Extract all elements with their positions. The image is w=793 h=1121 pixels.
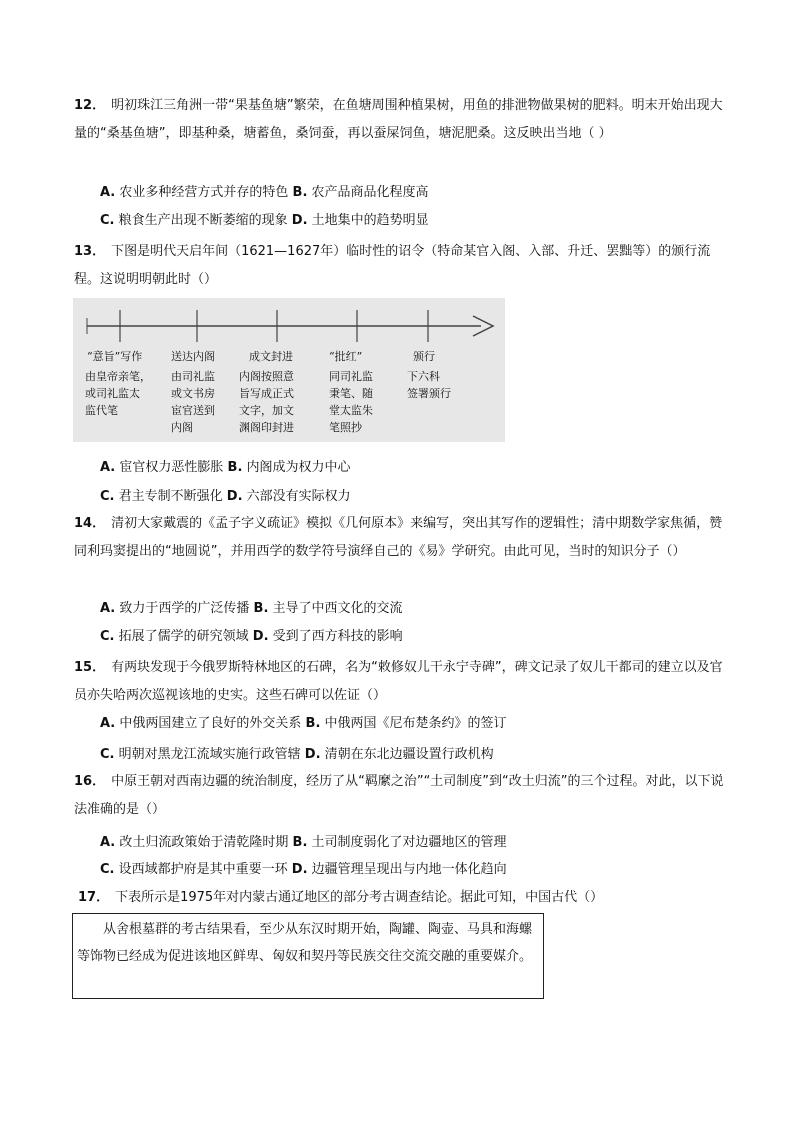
option-d-label: D. [304,747,321,762]
option-d: 六部没有实际权力 [246,489,351,504]
flow-stage-title: 颁行 [413,350,435,363]
option-a: 农业多种经营方式并存的特色 [119,185,289,200]
option-b-label: B. [292,185,308,200]
option-c-label: C. [100,629,115,644]
option-d: 土地集中的趋势明显 [311,213,429,228]
option-a-label: A. [100,185,116,200]
option-b: 农产品商品化程度高 [311,185,429,200]
question-stem: 清初大家戴震的《孟子字义疏证》模拟《几何原本》来编写，突出其写作的逻辑性；清中期数学家焦循，赞同利玛窦提出的“地圆说”，并用西学的数学符号演绎自己的《易》学研究。由此可见，当时的知识分子（） [74,516,723,559]
options-row-cd [100,745,494,765]
question-number: 17． [78,890,110,905]
options-row-cd [100,211,429,231]
option-c: 君主专制不断强化 [118,489,223,504]
question-16 [74,768,724,824]
option-a-label: A. [100,716,116,731]
question-stem: 中原王朝对西南边疆的统治制度，经历了从“羁縻之治”“土司制度”到“改土归流”的三个过程。对此，以下说法准确的是（） [74,774,724,817]
option-b: 主导了中西文化的交流 [272,601,403,616]
archaeology-table [72,913,544,999]
option-a-label: A. [100,835,116,850]
option-c-label: C. [100,862,115,877]
option-a-label: A. [100,460,116,475]
question-15 [74,654,724,710]
flow-stage-title: “批红” [329,350,363,363]
question-number: 12． [74,98,106,113]
options-row-cd [100,860,507,880]
flow-stage-desc: 内阁按照意 旨写成正式 文字，加文 渊阁印封进 [239,370,294,434]
option-c: 明朝对黑龙江流域实施行政管辖 [118,747,301,762]
question-12 [74,92,724,148]
options-row-ab [100,458,351,478]
option-b: 中俄两国《尼布楚条约》的签订 [324,716,507,731]
flow-stage-title: 成文封进 [249,350,293,363]
question-number: 14． [74,516,106,531]
question-13 [74,238,724,294]
archaeology-table-cell: 从舍根墓群的考古结果看，至少从东汉时期开始，陶罐、陶壶、马具和海螺等饰物已经成为促进该地区鲜卑、匈奴和契丹等民族交往交流交融的重要媒介。 [77,922,533,964]
option-c: 拓展了儒学的研究领域 [118,629,249,644]
options-row-ab [100,599,403,619]
question-14 [74,510,724,566]
option-d: 边疆管理呈现出与内地一体化趋向 [311,862,507,877]
options-row-cd [100,627,403,647]
option-d: 清朝在东北边疆设置行政机构 [324,747,494,762]
option-a: 致力于西学的广泛传播 [119,601,250,616]
option-c-label: C. [100,489,115,504]
question-stem: 明初珠江三角洲一带“果基鱼塘”繁荣，在鱼塘周围种植果树，用鱼的排泄物做果树的肥料。明末开始出现大量的“桑基鱼塘”，即基种桑，塘蓄鱼，桑饲蚕，再以蚕屎饲鱼，塘泥肥桑。这反映出当地（ ） [74,98,723,141]
option-a: 宦官权力恶性膨胀 [119,460,224,475]
option-b: 内阁成为权力中心 [246,460,351,475]
option-d-label: D. [291,862,308,877]
option-c: 粮食生产出现不断萎缩的现象 [118,213,288,228]
option-d-label: D. [291,213,308,228]
question-17 [78,884,728,912]
option-d: 受到了西方科技的影响 [272,629,403,644]
edict-flow-diagram [73,298,505,442]
option-c: 设西域都护府是其中重要一环 [118,862,288,877]
option-c-label: C. [100,747,115,762]
options-row-cd [100,487,351,507]
flow-stage-desc: 同司礼监 秉笔、随 堂太监朱 笔照抄 [329,370,373,434]
option-b-label: B. [305,716,321,731]
flow-stage-title: “意旨”写作 [87,350,143,363]
option-b: 土司制度弱化了对边疆地区的管理 [311,835,507,850]
option-a: 中俄两国建立了良好的外交关系 [119,716,302,731]
option-b-label: B. [227,460,243,475]
option-b-label: B. [253,601,269,616]
option-c-label: C. [100,213,115,228]
question-number: 16． [74,774,106,789]
option-d-label: D. [252,629,269,644]
option-a-label: A. [100,601,116,616]
question-stem: 有两块发现于今俄罗斯特林地区的石碑，名为“敕修奴儿干永宁寺碑”，碑文记录了奴儿干都司的建立以及官员亦失哈两次巡视该地的史实。这些石碑可以佐证（） [74,660,723,703]
question-number: 15． [74,660,106,675]
question-stem: 下表所示是1975年对内蒙古通辽地区的部分考古调查结论。据此可知，中国古代（） [115,890,604,905]
options-row-ab [100,183,429,203]
flow-stage-desc: 由司礼监 或文书房 宦官送到 内阁 [171,370,215,434]
flow-stage-desc: 由皇帝亲笔， 或司礼监太 监代笔 [85,370,151,417]
options-row-ab [100,714,507,734]
option-a: 改土归流政策始于清乾隆时期 [119,835,289,850]
flow-stage-title: 送达内阁 [171,350,215,363]
option-d-label: D. [226,489,243,504]
option-b-label: B. [292,835,308,850]
flow-stage-desc: 下六科 签署颁行 [407,370,451,400]
question-stem: 下图是明代天启年间（1621—1627年）临时性的诏令（特命某官入阁、入部、升迁、罢黜等）的颁行流程。这说明明朝此时（） [74,244,711,287]
question-number: 13． [74,244,106,259]
options-row-ab [100,833,507,853]
